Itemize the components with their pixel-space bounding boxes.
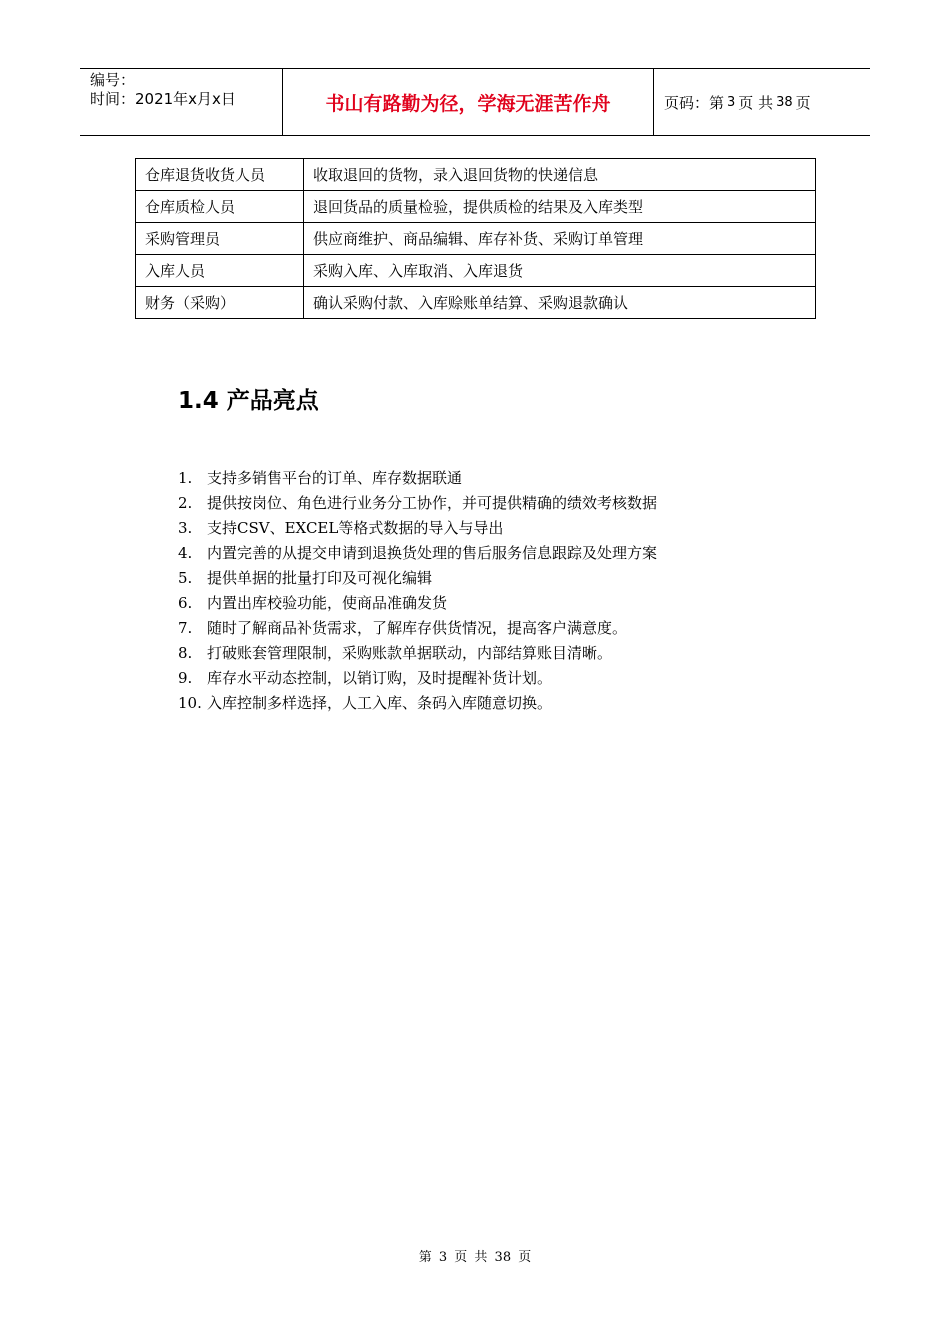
list-text: 库存水平动态控制，以销订购，及时提醒补货计划。 [207,669,553,687]
document-number-label: 编号： [90,71,136,89]
page-prefix: 页码：第 [664,93,725,112]
list-number: 8. [178,644,193,662]
list-text: 支持CSV、EXCEL等格式数据的导入与导出 [207,519,504,537]
header-meta [80,69,282,135]
section-heading: 1.4 产品亮点 [178,388,319,414]
list-item [178,591,657,616]
page-total: 38 [776,94,793,110]
highlights-list [178,466,657,716]
description-cell: 确认采购付款、入库赊账单结算、采购退款确认 [304,287,816,319]
list-item [178,691,657,716]
list-number: 10. [178,694,202,712]
description-cell: 退回货品的质量检验，提供质检的结果及入库类型 [304,191,816,223]
list-text: 打破账套管理限制，采购账款单据联动，内部结算账目清晰。 [207,644,613,662]
document-date: 时间：2021年x月x日 [90,90,236,108]
page-current: 3 [727,94,736,110]
header-motto: 书山有路勤为径，学海无涯苦作舟 [282,69,654,135]
list-item [178,466,657,491]
role-cell: 采购管理员 [136,223,304,255]
list-item [178,491,657,516]
page-suffix: 页 [795,93,811,112]
table-row [136,159,816,191]
list-text: 提供按岗位、角色进行业务分工协作，并可提供精确的绩效考核数据 [207,494,658,512]
list-item [178,541,657,566]
list-item [178,516,657,541]
list-number: 5. [178,569,193,587]
description-cell: 采购入库、入库取消、入库退货 [304,255,816,287]
list-number: 2. [178,494,193,512]
list-text: 提供单据的批量打印及可视化编辑 [207,569,433,587]
list-text: 内置出库校验功能，使商品准确发货 [207,594,448,612]
list-item [178,641,657,666]
description-cell: 供应商维护、商品编辑、库存补货、采购订单管理 [304,223,816,255]
list-number: 4. [178,544,193,562]
page-mid: 页 共 [738,93,774,112]
description-cell: 收取退回的货物，录入退回货物的快递信息 [304,159,816,191]
list-text: 支持多销售平台的订单、库存数据联通 [207,469,463,487]
list-number: 9. [178,669,193,687]
list-number: 3. [178,519,193,537]
role-cell: 仓库退货收货人员 [136,159,304,191]
role-cell: 仓库质检人员 [136,191,304,223]
table-row [136,191,816,223]
list-number: 1. [178,469,193,487]
table-row [136,223,816,255]
role-cell: 入库人员 [136,255,304,287]
table-row [136,287,816,319]
list-item [178,616,657,641]
list-number: 6. [178,594,193,612]
list-number: 7. [178,619,193,637]
list-text: 内置完善的从提交申请到退换货处理的售后服务信息跟踪及处理方案 [207,544,658,562]
list-text: 入库控制多样选择，人工入库、条码入库随意切换。 [207,694,553,712]
list-item [178,566,657,591]
header-page-info [654,69,870,135]
role-cell: 财务（采购） [136,287,304,319]
roles-table [135,158,816,319]
table-row [136,255,816,287]
list-text: 随时了解商品补货需求，了解库存供货情况，提高客户满意度。 [207,619,628,637]
page-footer: 第 3 页 共 38 页 [418,1250,532,1265]
list-item [178,666,657,691]
page-header [80,68,870,136]
